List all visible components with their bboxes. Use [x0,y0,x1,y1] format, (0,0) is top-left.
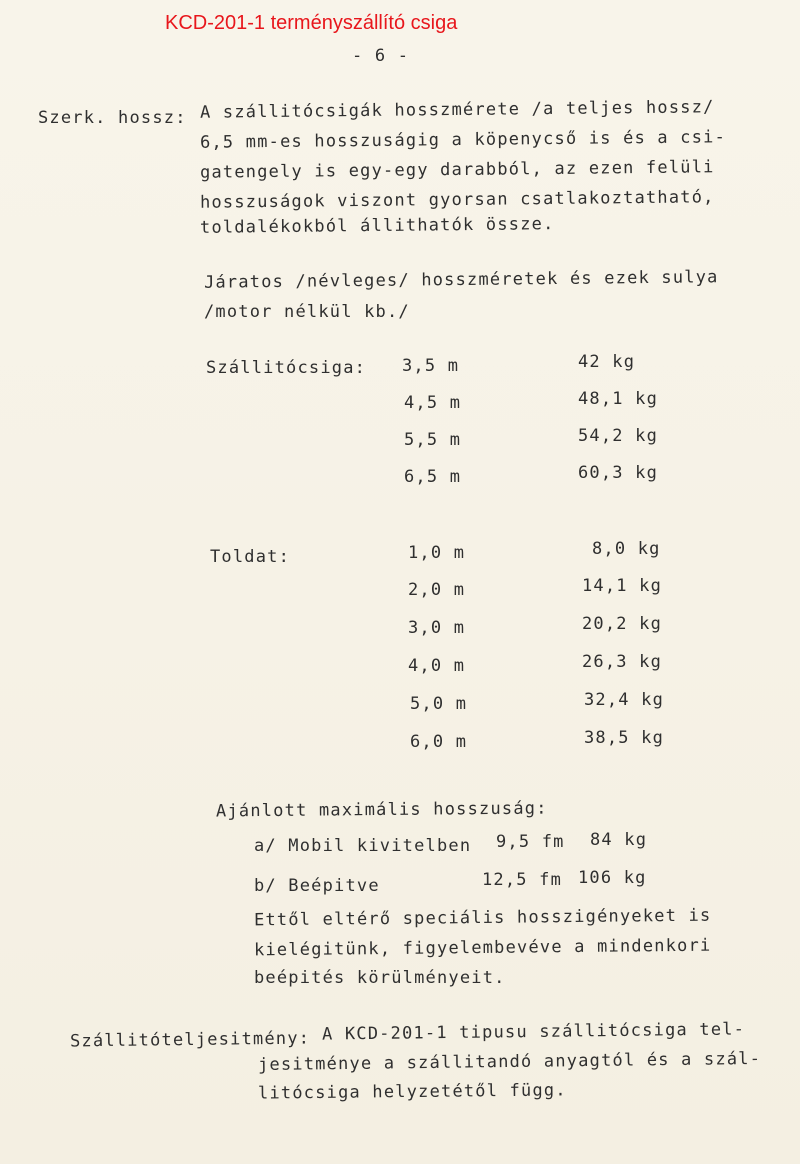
extension-length: 5,0 m [410,694,468,714]
extension-length: 4,0 m [408,656,466,676]
sizes-intro-line-1: Járatos /névleges/ hosszméretek és ezek sulya [203,267,719,293]
extension-length: 1,0 m [408,543,466,563]
note-line-1: Ettől eltérő speciális hosszigényeket is [253,905,712,931]
screw-weight: 48,1 kg [578,389,659,409]
screw-length: 4,5 m [404,393,462,413]
length-paragraph-line-5: toldalékokból állithatók össze. [199,214,555,238]
extension-weight: 20,2 kg [582,614,663,634]
note-line-2: kielégitünk, figyelembevéve a mindenkori [253,935,712,961]
extension-length: 2,0 m [408,580,466,600]
mobile-weight: 84 kg [590,830,648,850]
mobile-length: 9,5 fm [496,832,565,852]
length-label: Szerk. hossz: [38,108,187,128]
length-paragraph-line-3: gatengely is egy-egy darabból, az ezen felüli [199,157,715,183]
capacity-line-2: jesitménye a szállitandó anyagtól és a szál- [257,1048,762,1076]
extension-table-label: Toldat: [210,547,291,567]
screw-weight: 54,2 kg [578,426,659,446]
length-paragraph-line-4: hosszuságok viszont gyorsan csatlakoztatható, [199,187,715,213]
mobile-label: a/ Mobil kivitelben [254,836,472,856]
screw-weight: 42 kg [578,352,636,372]
document-title: KCD-201-1 terményszállító csiga [165,12,458,34]
extension-weight: 32,4 kg [584,690,665,710]
built-in-length: 12,5 fm [482,870,563,890]
screw-table-label: Szállitócsiga: [206,358,367,378]
recommended-heading: Ajánlott maximális hosszuság: [215,798,548,822]
extension-weight: 14,1 kg [582,576,663,596]
screw-weight: 60,3 kg [578,463,659,483]
capacity-line-3: litócsiga helyzetétől függ. [257,1080,567,1104]
capacity-label: Szállitóteljesitmény: [69,1028,311,1052]
length-paragraph-line-1: A szállitócsigák hosszmérete /a teljes hossz/ [199,97,715,123]
built-in-label: b/ Beépitve [254,876,380,896]
extension-weight: 38,5 kg [584,728,665,748]
extension-weight: 26,3 kg [582,652,663,672]
extension-length: 6,0 m [410,732,468,752]
sizes-intro-line-2: /motor nélkül kb./ [204,302,410,322]
screw-length: 6,5 m [404,467,462,487]
extension-length: 3,0 m [408,618,466,638]
length-paragraph-line-2: 6,5 mm-es hosszuságig a köpenycső is és a csi- [199,127,727,153]
built-in-weight: 106 kg [578,868,647,888]
screw-length: 5,5 m [404,430,462,450]
extension-weight: 8,0 kg [592,539,661,559]
screw-length: 3,5 m [402,356,460,376]
note-line-3: beépités körülményeit. [254,968,506,988]
capacity-line-1: A KCD-201-1 tipusu szállitócsiga tel- [321,1019,746,1045]
page-number: - 6 - [352,46,410,66]
